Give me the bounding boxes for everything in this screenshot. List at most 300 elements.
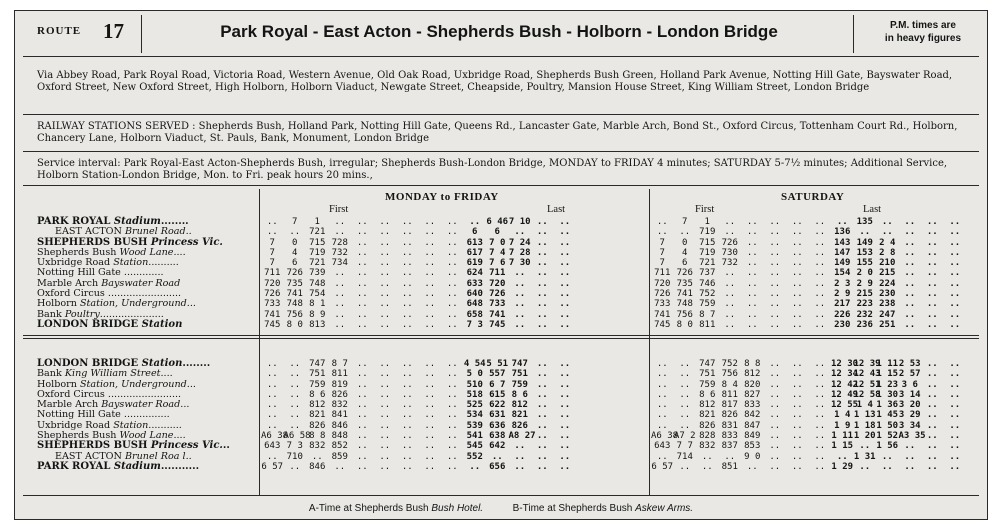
time-cell: 1 4 [856, 400, 873, 411]
time-cell: .. [746, 237, 758, 248]
time-cell: .. [791, 217, 803, 227]
time-cell: 719 [699, 247, 716, 258]
time-cell: .. [791, 289, 803, 300]
time-cell: .. [791, 431, 803, 442]
time-cell: .. [379, 379, 391, 390]
time-cell: .. [656, 389, 668, 400]
time-cell: 821 [699, 410, 716, 421]
time-cell: 1 20 [853, 431, 876, 442]
time-cell: A8 27 [508, 431, 536, 442]
westbound-stop-list [37, 217, 267, 330]
time-cell: .. [356, 431, 368, 442]
time-cell: 828 [699, 431, 716, 442]
time-cell: .. [769, 420, 781, 431]
time-cell: 12 49 [831, 389, 859, 400]
time-cell: 2 9 [856, 278, 873, 289]
time-cell: .. [401, 309, 413, 320]
time-cell: .. [926, 319, 938, 330]
time-cell: 7 0 [489, 237, 506, 248]
time-cell: 143 [834, 237, 851, 248]
time-cell: 153 [856, 247, 873, 258]
time-cell: .. [536, 420, 548, 431]
stop-place: Poultry [64, 308, 100, 320]
time-cell: .. [514, 227, 526, 238]
time-cell: .. [469, 461, 481, 472]
time-cell: 826 [309, 420, 326, 431]
time-row [261, 268, 576, 278]
time-cell: 6 46 [486, 217, 509, 227]
time-row [261, 248, 576, 258]
time-cell: .. [791, 247, 803, 258]
time-cell: .. [949, 359, 961, 369]
time-cell: 748 [676, 299, 693, 310]
time-cell: 7 30 [508, 258, 531, 269]
time-cell: 7 6 [489, 258, 506, 269]
time-cell: 751 [699, 369, 716, 380]
stop-place: King William Street [64, 368, 161, 380]
time-cell: 1 29 [831, 461, 854, 472]
time-cell: .. [769, 309, 781, 320]
time-cell: .. [559, 431, 571, 442]
time-cell: .. [679, 389, 691, 400]
time-cell: .. [679, 227, 691, 238]
time-cell: 739 [309, 268, 326, 279]
time-cell: .. [926, 237, 938, 248]
time-cell: .. [379, 420, 391, 431]
time-cell: 733 [264, 299, 281, 310]
time-cell: 0 [292, 237, 298, 248]
time-cell: 1 [704, 217, 710, 227]
time-cell: .. [881, 227, 893, 238]
time-cell: .. [559, 247, 571, 258]
time-cell: .. [814, 410, 826, 421]
header-divider [141, 15, 142, 53]
time-cell: 539 [466, 420, 483, 431]
time-row [261, 279, 576, 289]
time-cell: .. [746, 319, 758, 330]
time-cell: .. [791, 410, 803, 421]
time-cell: .. [949, 268, 961, 279]
time-cell: 1 11 [831, 431, 854, 442]
time-row [261, 238, 576, 248]
time-cell: .. [904, 319, 916, 330]
time-cell: 812 [309, 400, 326, 411]
stop-place: Station [113, 257, 149, 269]
time-cell: .. [514, 289, 526, 300]
time-cell: .. [401, 461, 413, 472]
time-cell: A6 38 [651, 431, 679, 442]
time-cell: .. [536, 309, 548, 320]
time-cell: .. [769, 319, 781, 330]
time-cell: A6 58 [283, 431, 311, 442]
time-cell: 715 [699, 237, 716, 248]
time-cell: .. [769, 237, 781, 248]
time-cell: 730 [721, 247, 738, 258]
time-cell: 759 [511, 379, 528, 390]
time-cell: .. [769, 217, 781, 227]
westbound-saturday-grid [651, 217, 966, 330]
time-cell: 8 0 [676, 319, 693, 330]
time-cell: .. [679, 400, 691, 411]
time-cell: .. [356, 268, 368, 279]
time-cell: .. [746, 278, 758, 289]
time-cell: .. [559, 400, 571, 411]
time-cell: .. [356, 247, 368, 258]
time-cell: 811 [331, 369, 348, 380]
time-cell: .. [904, 278, 916, 289]
time-cell: .. [769, 299, 781, 310]
stop-main: Shepherds Bush [37, 246, 117, 258]
time-row [651, 268, 966, 278]
time-cell: .. [679, 369, 691, 380]
stop-main: Oxford Circus [37, 388, 105, 400]
time-cell: .. [656, 217, 668, 227]
time-cell: .. [746, 299, 758, 310]
time-cell: 545 [466, 441, 483, 452]
time-cell: 759 [309, 379, 326, 390]
time-cell: 847 [744, 420, 761, 431]
time-cell: 8 4 [721, 379, 738, 390]
time-cell: 846 [331, 420, 348, 431]
time-cell: .. [446, 258, 458, 269]
time-cell: .. [559, 451, 571, 462]
time-cell: 5 51 [486, 359, 509, 369]
time-cell: 147 [834, 247, 851, 258]
time-cell: .. [769, 227, 781, 238]
time-cell: 711 [489, 268, 506, 279]
time-cell: 7 [659, 258, 665, 269]
time-cell: .. [769, 289, 781, 300]
time-cell: .. [926, 278, 938, 289]
time-cell: .. [926, 379, 938, 390]
time-cell: 0 [682, 237, 688, 248]
time-cell: 3 6 [901, 379, 918, 390]
time-cell: .. [379, 369, 391, 380]
time-row [651, 359, 966, 369]
time-cell: 821 [511, 410, 528, 421]
time-cell: .. [949, 441, 961, 452]
time-row [651, 320, 966, 330]
time-cell: 7 3 [286, 441, 303, 452]
time-cell: .. [859, 227, 871, 238]
time-cell: .. [656, 359, 668, 369]
time-cell: .. [379, 461, 391, 472]
column-divider [259, 189, 260, 495]
time-cell: 136 [834, 227, 851, 238]
time-cell: 715 [309, 237, 326, 248]
stop-main: Bank [37, 368, 62, 380]
time-cell: .. [769, 431, 781, 442]
time-cell: .. [791, 359, 803, 369]
time-cell: .. [559, 217, 571, 227]
time-cell: 754 [309, 289, 326, 300]
time-cell: .. [289, 227, 301, 238]
stop-leader: ........... [148, 419, 182, 431]
time-cell: .. [814, 268, 826, 279]
time-cell: 751 [511, 369, 528, 380]
time-cell: 741 [676, 289, 693, 300]
time-cell: 238 [879, 299, 896, 310]
stop-place: Brunel Roa l [124, 450, 186, 462]
time-cell: .. [424, 227, 436, 238]
time-cell: 811 [721, 389, 738, 400]
time-cell: .. [814, 319, 826, 330]
stop-name [37, 320, 267, 330]
time-cell: .. [266, 451, 278, 462]
time-cell: 1 45 [876, 410, 899, 421]
stop-main: Uxbridge Road [37, 257, 111, 269]
time-cell: .. [769, 258, 781, 269]
time-cell: 217 [834, 299, 851, 310]
time-cell: 820 [744, 379, 761, 390]
time-cell: .. [559, 379, 571, 390]
stop-place: Bayswater Road [101, 277, 181, 289]
stop-leader: ..................... [99, 308, 164, 320]
time-cell: 223 [856, 299, 873, 310]
time-cell: 155 [856, 258, 873, 269]
time-cell: 719 [699, 227, 716, 238]
time-cell: .. [536, 299, 548, 310]
time-cell: 2 4 [879, 237, 896, 248]
time-row [261, 380, 576, 390]
time-cell: .. [926, 441, 938, 452]
time-cell: 4 [682, 247, 688, 258]
time-cell: 852 [331, 441, 348, 452]
time-cell: 853 [744, 441, 761, 452]
time-cell: 7 [269, 237, 275, 248]
time-cell: 759 [699, 379, 716, 390]
time-cell: .. [356, 369, 368, 380]
time-cell: 842 [744, 410, 761, 421]
time-cell: .. [536, 400, 548, 411]
time-cell: 622 [489, 400, 506, 411]
time-cell: 3 14 [898, 389, 921, 400]
time-cell: 726 [286, 268, 303, 279]
time-cell: .. [949, 461, 961, 472]
time-cell: .. [904, 441, 916, 452]
time-cell: 8 6 [309, 389, 326, 400]
time-row [261, 359, 576, 369]
time-row [651, 310, 966, 320]
time-cell: 812 [699, 400, 716, 411]
time-cell: 12 42 [831, 379, 859, 390]
rule [23, 338, 979, 339]
service-interval-text: Service interval: Park Royal-East Acton-Shepherds Bush, irregular; Shepherds Bush-London Bridge, MONDAY to FRIDAY 4 minutes; SATURDAY 5-7½ minutes; Additional Service, Holborn Station-London Bridge, Mon. to Fri. peak hours 20 mins., [37, 158, 948, 181]
time-cell: .. [814, 237, 826, 248]
time-cell: 658 [466, 309, 483, 320]
time-cell: 726 [676, 268, 693, 279]
time-cell: 745 [264, 319, 281, 330]
time-cell: .. [814, 461, 826, 472]
time-cell: .. [401, 410, 413, 421]
time-cell: .. [379, 227, 391, 238]
time-cell: .. [356, 289, 368, 300]
route-label: ROUTE [37, 25, 82, 37]
time-row [651, 400, 966, 410]
time-cell: .. [424, 237, 436, 248]
time-cell: .. [446, 217, 458, 227]
time-cell: .. [949, 289, 961, 300]
footnote-b-place: Askew Arms. [635, 503, 694, 514]
time-cell: .. [446, 309, 458, 320]
saturday-heading: SATURDAY [781, 191, 845, 203]
footnote-b: B-Time at Shepherds Bush [512, 503, 633, 514]
time-cell: .. [949, 217, 961, 227]
rule [23, 114, 979, 115]
time-cell: .. [266, 420, 278, 431]
time-cell: 643 [264, 441, 281, 452]
stop-place: Station, Underground [79, 378, 187, 390]
time-cell: .. [401, 379, 413, 390]
time-cell: .. [724, 451, 736, 462]
time-cell: .. [791, 309, 803, 320]
time-cell: 3 20 [898, 400, 921, 411]
stop-place: Brunel Road [124, 226, 186, 238]
time-cell: .. [881, 451, 893, 462]
time-cell: 848 [331, 431, 348, 442]
time-cell: .. [446, 278, 458, 289]
time-cell: 711 [264, 268, 281, 279]
time-cell: 746 [699, 278, 716, 289]
time-cell: .. [536, 389, 548, 400]
time-cell: 1 30 [876, 389, 899, 400]
time-cell: .. [266, 359, 278, 369]
stop-place: Station [141, 318, 183, 330]
time-cell: 656 [489, 461, 506, 472]
time-cell: .. [536, 451, 548, 462]
time-cell: 8 9 [309, 309, 326, 320]
time-cell: .. [656, 400, 668, 411]
stop-place: Wood Lane [119, 246, 174, 258]
time-cell: 726 [654, 289, 671, 300]
time-cell: .. [379, 410, 391, 421]
time-cell: .. [814, 278, 826, 289]
time-cell: .. [356, 237, 368, 248]
time-cell: .. [949, 400, 961, 411]
time-cell: .. [904, 299, 916, 310]
time-cell: .. [356, 410, 368, 421]
time-cell: 726 [489, 289, 506, 300]
time-cell: 7 24 [508, 237, 531, 248]
stop-name [37, 462, 267, 472]
time-cell: .. [926, 389, 938, 400]
time-cell: .. [536, 431, 548, 442]
time-row [651, 380, 966, 390]
time-cell: .. [401, 289, 413, 300]
time-cell: .. [424, 268, 436, 279]
time-cell: .. [791, 420, 803, 431]
time-row [651, 462, 966, 472]
time-cell: .. [334, 289, 346, 300]
time-cell: .. [949, 410, 961, 421]
stop-place: Station [113, 419, 149, 431]
time-row [261, 258, 576, 268]
time-cell: .. [334, 299, 346, 310]
time-cell: 5 0 [466, 369, 483, 380]
time-cell: .. [769, 400, 781, 411]
stop-leader: ........ [160, 216, 189, 227]
time-cell: .. [536, 258, 548, 269]
time-cell: .. [814, 247, 826, 258]
time-row [651, 369, 966, 379]
time-cell: 1 36 [876, 400, 899, 411]
stop-main: PARK ROYAL [37, 216, 111, 227]
time-cell: .. [266, 227, 278, 238]
time-cell: 1 31 [853, 451, 876, 462]
time-cell: .. [424, 379, 436, 390]
time-cell: .. [401, 400, 413, 411]
time-cell: .. [724, 299, 736, 310]
time-cell: .. [814, 379, 826, 390]
time-cell: .. [746, 461, 758, 472]
time-cell: .. [401, 441, 413, 452]
time-cell: .. [769, 451, 781, 462]
time-cell: .. [904, 309, 916, 320]
time-cell: .. [401, 299, 413, 310]
rule [23, 335, 979, 336]
time-cell: 1 [314, 217, 320, 227]
time-cell: .. [446, 289, 458, 300]
time-cell: .. [791, 461, 803, 472]
time-cell: .. [814, 359, 826, 369]
time-cell: 643 [654, 441, 671, 452]
stop-main: SHEPHERDS BUSH [37, 440, 148, 452]
time-cell: .. [514, 441, 526, 452]
time-cell: .. [926, 420, 938, 431]
time-cell: A3 35 [898, 431, 926, 442]
stop-leader: ............... [123, 409, 170, 421]
time-cell: 7 [659, 237, 665, 248]
time-cell: .. [814, 431, 826, 442]
time-cell: .. [791, 227, 803, 238]
time-cell: .. [724, 227, 736, 238]
time-cell: 6 [292, 258, 298, 269]
time-cell: .. [334, 309, 346, 320]
stop-place: Princess Vic. [150, 440, 223, 452]
time-cell: .. [401, 359, 413, 369]
time-cell: .. [814, 309, 826, 320]
time-cell: .. [401, 420, 413, 431]
time-cell: .. [949, 227, 961, 238]
westbound-mon-fri-grid [261, 217, 576, 330]
time-cell: .. [266, 389, 278, 400]
time-cell: 636 [489, 420, 506, 431]
time-cell: .. [926, 299, 938, 310]
time-cell: .. [266, 217, 278, 227]
time-row [651, 289, 966, 299]
time-cell: .. [401, 258, 413, 269]
time-cell: .. [814, 389, 826, 400]
time-cell: .. [724, 278, 736, 289]
time-cell: .. [814, 441, 826, 452]
time-cell: 1 4 [834, 410, 851, 421]
time-cell: .. [446, 441, 458, 452]
time-cell: .. [424, 420, 436, 431]
time-row [651, 410, 966, 420]
eastbound-saturday-grid [651, 359, 966, 472]
time-cell: .. [424, 369, 436, 380]
stop-leader: .. [185, 226, 192, 238]
stop-main: Oxford Circus [37, 288, 105, 300]
time-cell: 831 [721, 420, 738, 431]
stop-place: Bayswater Road [101, 399, 181, 411]
stop-leader: .......... [148, 257, 179, 269]
time-cell: 726 [264, 289, 281, 300]
time-cell: .. [536, 359, 548, 369]
time-cell: .. [446, 400, 458, 411]
time-cell: .. [289, 389, 301, 400]
time-cell: 8 6 [699, 389, 716, 400]
